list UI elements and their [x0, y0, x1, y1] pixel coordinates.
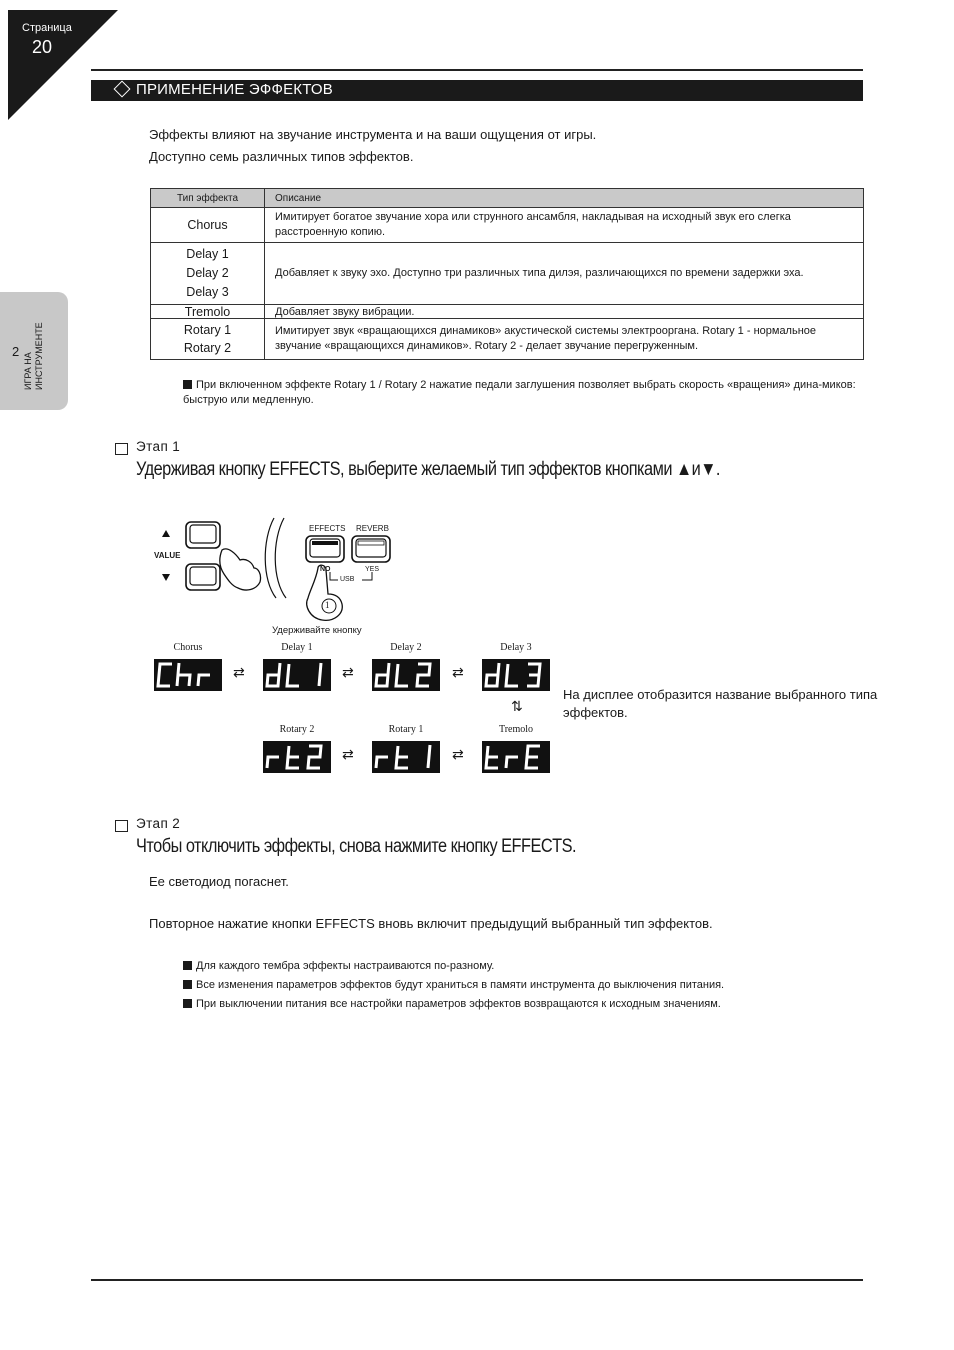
square-bullet-icon	[183, 961, 192, 970]
display-label: Delay 3	[500, 642, 532, 653]
stage2-label: Этап 2	[136, 816, 181, 831]
chapter-title-line1: ИГРА НА	[23, 352, 33, 390]
note-text: Для каждого тембра эффекты настраиваются по-разному.	[196, 960, 495, 972]
display-note: На дисплее отобразится название выбранного типа эффектов.	[563, 687, 878, 720]
effect-description: Имитирует богатое звучание хора или струнного ансамбля, накладывая на исходный звук его слегка расстроенную копию.	[265, 208, 864, 243]
display-label: Tremolo	[498, 724, 534, 735]
swap-arrows-icon: ⇄	[233, 664, 245, 680]
stage2-text1: Ее светодиод погаснет.	[149, 874, 289, 889]
lcd-display	[263, 659, 331, 691]
effects-label: EFFECTS	[309, 524, 346, 533]
display-label: Rotary 2	[279, 724, 315, 735]
effect-description: Имитирует звук «вращающихся динамиков» акустической системы электрооргана. Rotary 1 - нормальное звучание «вращающихся динамиков». Rotary 2 - делает звучание перегруженным.	[265, 319, 864, 360]
down-triangle-icon	[162, 574, 170, 581]
display-label: Rotary 1	[388, 724, 424, 735]
display-label: Delay 2	[390, 642, 422, 653]
bottom-rule	[91, 1279, 863, 1281]
effect-type-cell	[151, 319, 265, 360]
effect-type: Delay 3	[186, 285, 229, 299]
rotary-note	[183, 378, 867, 408]
effects-table	[150, 188, 864, 360]
lcd-chr	[154, 659, 222, 691]
reverb-button	[352, 536, 390, 562]
square-bullet-icon	[183, 380, 192, 389]
display-label: Chorus	[173, 642, 203, 653]
swap-arrows-icon: ⇄	[452, 664, 464, 680]
lcd-display	[482, 741, 550, 773]
value-label: VALUE	[154, 551, 181, 560]
square-bullet-icon	[183, 980, 192, 989]
effect-type: Delay 1	[186, 247, 229, 261]
swap-arrows-icon: ⇄	[452, 746, 464, 762]
lcd-rt1	[372, 741, 440, 773]
step-marker-number: 1	[325, 600, 330, 610]
square-bullet-icon	[183, 999, 192, 1008]
lcd-display	[154, 659, 222, 691]
checkbox-square-icon	[115, 820, 128, 832]
usb-label: USB	[340, 576, 355, 583]
chapter-title-line2: ИНСТРУМЕНТЕ	[34, 322, 44, 390]
effect-description: Добавляет к звуку эхо. Доступно три различных типа дилэя, различающихся по времени задержки эха.	[265, 243, 864, 305]
effect-type-cell	[151, 208, 265, 243]
lcd-display	[482, 659, 550, 691]
pointing-hand-icon	[307, 565, 342, 620]
note-item	[183, 978, 724, 993]
lcd-dl1	[263, 659, 331, 691]
effect-type: Chorus	[187, 217, 228, 232]
header-effect-type: Тип эффекта	[151, 189, 265, 208]
hand-icon	[220, 549, 261, 590]
break-line	[265, 518, 276, 598]
effect-type-cell	[151, 243, 265, 305]
rotary-note-text: При включенном эффекте Rotary 1 / Rotary 2 нажатие педали заглушения позволяет выбрать скорость «вращения» дина-миков: быструю или медленную.	[183, 379, 856, 406]
effect-type: Rotary 1	[183, 323, 232, 337]
stage2-headline: Чтобы отключить эффекты, снова нажмите кнопку EFFECTS.	[136, 836, 577, 857]
up-down-arrows-icon: ⇅	[511, 698, 523, 714]
up-triangle-icon	[162, 530, 170, 537]
lcd-display	[372, 659, 440, 691]
stage1-label: Этап 1	[136, 439, 181, 454]
stage1-headline: Удерживая кнопку EFFECTS, выберите желаемый тип эффектов кнопками ▲и▼.	[136, 459, 720, 480]
page-number: 20	[32, 37, 53, 57]
value-down-button	[186, 564, 220, 590]
effect-type: Delay 2	[186, 266, 229, 280]
header-description: Описание	[265, 189, 864, 208]
checkbox-square-icon	[115, 443, 128, 455]
lcd-tre	[482, 741, 550, 773]
effect-description: Добавляет звуку вибрации.	[265, 305, 864, 319]
lcd-display	[263, 741, 331, 773]
yes-label: YES	[365, 566, 380, 573]
top-rule	[91, 69, 863, 71]
table-row	[151, 305, 864, 319]
note-item	[183, 959, 494, 974]
stage2-text2: Повторное нажатие кнопки EFFECTS вновь включит предыдущий выбранный тип эффектов.	[149, 916, 713, 931]
chapter-number: 2	[12, 344, 20, 359]
page-label: Страница	[22, 22, 72, 34]
reverb-label: REVERB	[356, 524, 389, 533]
table-row	[151, 243, 864, 305]
value-up-button	[186, 522, 220, 548]
lcd-dl3	[482, 659, 550, 691]
page-corner-tab	[0, 0, 120, 120]
swap-arrows-icon: ⇄	[342, 746, 354, 762]
intro-line-1: Эффекты влияют на звучание инструмента и на ваши ощущения от игры.	[149, 127, 597, 142]
break-line	[275, 518, 286, 598]
effect-type: Tremolo	[184, 304, 231, 319]
table-row	[151, 208, 864, 243]
lcd-dl2	[372, 659, 440, 691]
swap-arrows-icon: ⇄	[342, 664, 354, 680]
table-row	[151, 319, 864, 360]
lcd-rt2	[263, 741, 331, 773]
chapter-title	[23, 290, 45, 390]
effects-button	[306, 536, 344, 562]
effect-type-cell	[151, 305, 265, 319]
effect-type: Rotary 2	[183, 341, 232, 355]
note-text: При выключении питания все настройки параметров эффектов возвращаются к исходным значениям.	[196, 998, 721, 1010]
note-item	[183, 997, 721, 1012]
display-label: Delay 1	[281, 642, 313, 653]
table-header-row	[151, 189, 864, 208]
intro-line-2: Доступно семь различных типов эффектов.	[149, 149, 414, 164]
no-label: NO	[320, 566, 331, 573]
note-text: Все изменения параметров эффектов будут храниться в памяти инструмента до выключения питания.	[196, 979, 725, 991]
section-title: ПРИМЕНЕНИЕ ЭФФЕКТОВ	[136, 81, 333, 98]
lcd-display	[372, 741, 440, 773]
hold-caption: Удерживайте кнопку	[272, 625, 362, 636]
